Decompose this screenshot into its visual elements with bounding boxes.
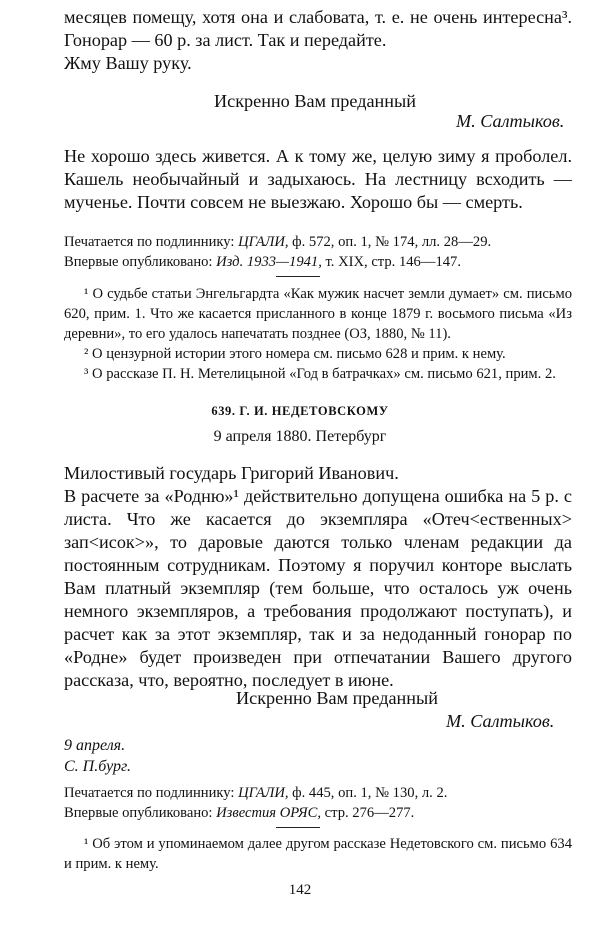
footnote-1: ¹ Об этом и упоминаемом далее другом рассказе Недетовского см. письмо 634 и прим. к нему. [64, 836, 572, 872]
footnote-1: ¹ О судьбе статьи Энгельгардта «Как мужик насчет земли думает» см. письмо 620, прим. 1. Что же касается присланного в конце 1879 г. восьмого письма «Из деревни», то его удалось напечатать позднее (ОЗ, 1880, № 11). [64, 286, 572, 342]
closing-phrase: Искренно Вам преданный [214, 91, 416, 111]
footnote-2: ² О цензурной истории этого номера см. письмо 628 и прим. к нему. [84, 346, 506, 362]
salutation: Милостивый государь Григорий Иванович. [64, 463, 399, 483]
letter-dateline: 9 апреля 1880. Петербург [213, 428, 387, 445]
archive-name: ЦГАЛИ, [238, 785, 289, 801]
letter-heading: 639. Г. И. НЕДЕТОВСКОМУ [211, 404, 389, 418]
signature: М. Салтыков. [456, 111, 565, 131]
footnote-3: ³ О рассказе П. Н. Метелицыной «Год в батрачках» см. письмо 621, прим. 2. [84, 366, 556, 382]
footnote-divider [276, 827, 320, 828]
letter-body: В расчете за «Родню»¹ действительно допущена ошибка на 5 р. с листа. Что же касается до экземпляра «Отеч<ественных> зап<исок>», то даровые даются только членам редакции да постоянным сотрудникам. Поэтому я поручил конторе выслать Вам платный экземпляр (тем больше, что осталось уж очень немного экземпляров, а требования продолжают поступать), и расчет как за этот экземпляр, так и за недоданный гонорар по «Родне» будет произведен при отпечатании Вашего другого рассказа, что, вероятно, последует в июне. [64, 486, 572, 690]
source-line: Печатается по подлиннику: ЦГАЛИ, ф. 572, оп. 1, № 174, лл. 28—29. [64, 234, 492, 250]
footnote-divider [276, 276, 320, 277]
paragraph-regards: Жму Вашу руку. [64, 53, 192, 73]
letter-place: С. П.бург. [64, 758, 131, 775]
letter-date: 9 апреля. [64, 737, 126, 754]
publication-line: Впервые опубликовано: Известия ОРЯС, стр. 276—277. [64, 805, 415, 821]
page-number: 142 [288, 882, 312, 898]
publication-name: Изд. 1933—1941, [216, 254, 322, 270]
postscript: Не хорошо здесь живется. А к тому же, целую зиму я проболел. Кашель необычайный и задыхаюсь. На лестницу всходить — мученье. Почти совсем не выезжаю. Хорошо бы — смерть. [64, 146, 572, 212]
closing-phrase: Искренно Вам преданный [236, 688, 438, 708]
source-line: Печатается по подлиннику: ЦГАЛИ, ф. 445, оп. 1, № 130, л. 2. [64, 785, 448, 801]
publication-name: Известия ОРЯС, [216, 805, 322, 821]
publication-line: Впервые опубликовано: Изд. 1933—1941, т. XIX, стр. 146—147. [64, 254, 461, 270]
paragraph-continuation: месяцев помещу, хотя она и слабовата, т. е. не очень интересна³. Гонорар — 60 р. за лист. Так и передайте. [64, 7, 572, 50]
signature: М. Салтыков. [446, 711, 555, 731]
archive-name: ЦГАЛИ, [238, 234, 289, 250]
